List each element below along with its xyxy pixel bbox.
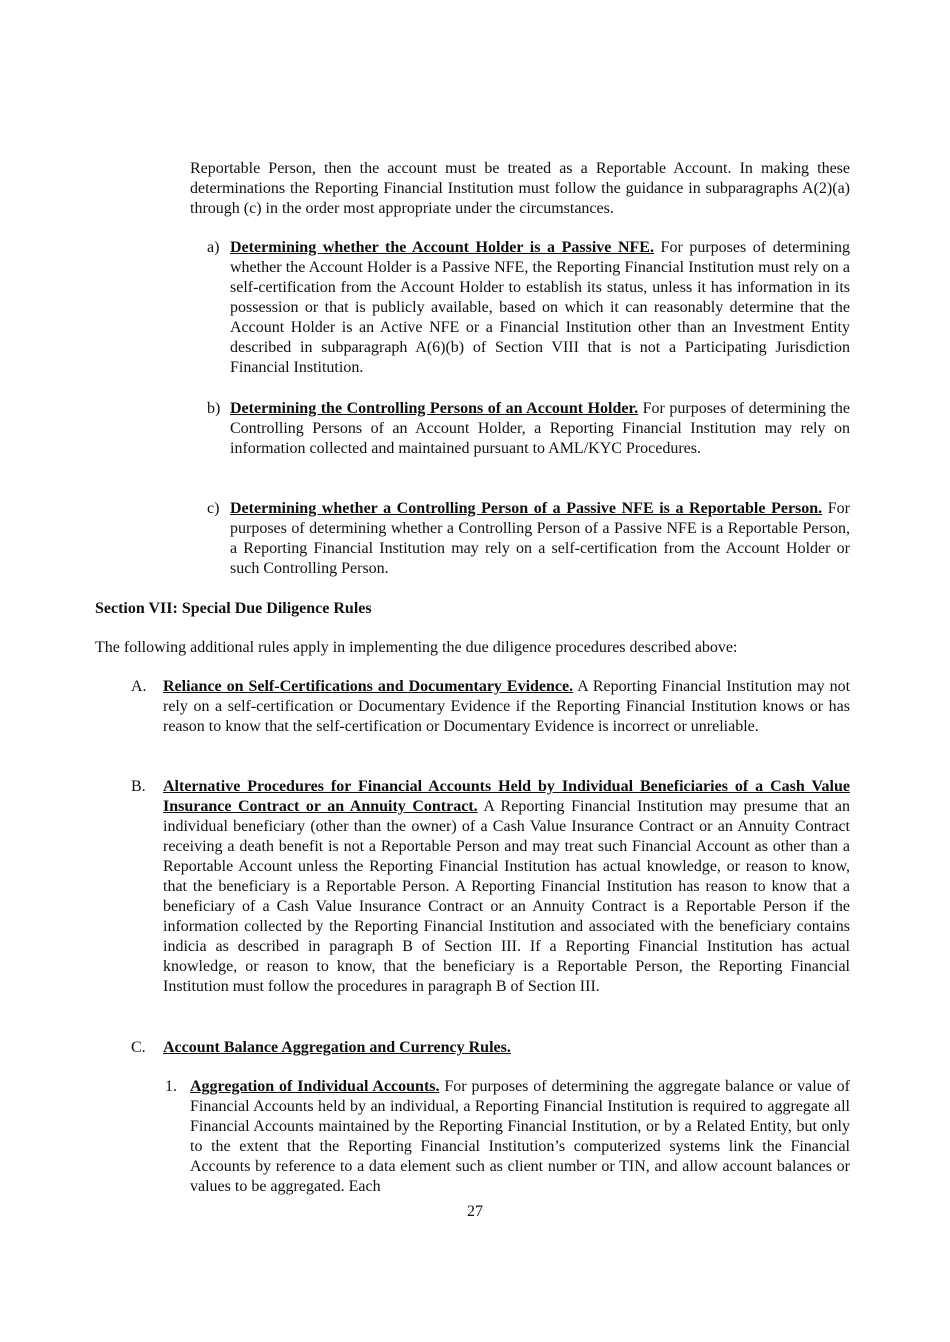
sub-item-marker: a) (207, 239, 220, 256)
numbered-item-body (190, 1077, 850, 1197)
section-title: Section VII: Special Due Diligence Rules (95, 600, 372, 617)
rule-marker: A. (131, 678, 147, 695)
rule-heading: Alternative Procedures for Financial Accounts Held by Individual Beneficiaries of a Cash Value Insurance Contract or an Annuity Contract. (163, 778, 850, 815)
sub-item-marker: b) (207, 400, 221, 417)
sub-item-marker: c) (207, 500, 220, 517)
rule-body (163, 677, 850, 737)
sub-item-a (207, 238, 850, 378)
numbered-item-text: For purposes of determining the aggregate balance or value of Financial Accounts held by an individual, a Reporting Financial Institution is required to aggregate all Financial Accounts maintained by the Reporting Financial Institution, or by a Related Entity, but only to the extent that the Reporting Financial Institution’s computerized systems link the Financial Accounts by reference to a data element such as client number or TIN, and allow account balances or values to be aggregated. Each (190, 1078, 850, 1195)
sub-item-c (207, 499, 850, 579)
sub-item-body (230, 399, 850, 459)
sub-item-heading: Determining the Controlling Persons of an Account Holder. (230, 400, 639, 417)
rule-marker: C. (131, 1039, 146, 1056)
rule-text: A Reporting Financial Institution may not rely on a self-certification or Documentary Evidence if the Reporting Financial Institution knows or has reason to know that the self-certification or Documentary Evidence is incorrect or unreliable. (163, 678, 851, 735)
numbered-item-1 (165, 1077, 850, 1197)
sub-item-text: For purposes of determining whether a Controlling Person of a Passive NFE is a Reportable Person, a Reporting Financial Institution may rely on a self-certification from the Account Holder or such Controlling Person. (230, 500, 850, 577)
rule-c (131, 1038, 850, 1058)
rule-heading: Account Balance Aggregation and Currency Rules. (163, 1039, 511, 1056)
sub-item-b (207, 399, 850, 459)
section-intro: The following additional rules apply in implementing the due diligence procedures described above: (95, 639, 738, 656)
rule-a (131, 677, 850, 737)
sub-item-heading: Determining whether a Controlling Person of a Passive NFE is a Reportable Person. (230, 500, 823, 517)
numbered-item-marker: 1. (165, 1078, 177, 1095)
sub-item-body (230, 238, 850, 378)
intro-paragraph: Reportable Person, then the account must be treated as a Reportable Account. In making these determinations the Reporting Financial Institution must follow the guidance in subparagraphs A(2)(a) through (c) in the order most appropriate under the circumstances. (190, 160, 850, 217)
sub-item-heading: Determining whether the Account Holder is a Passive NFE. (230, 239, 654, 256)
sub-item-body (230, 499, 850, 579)
rule-body (163, 777, 850, 997)
rule-marker: B. (131, 778, 146, 795)
page-number: 27 (467, 1203, 483, 1220)
sub-item-text: For purposes of determining whether the Account Holder is a Passive NFE, the Reporting Financial Institution must rely on a self-certification from the Account Holder to establish its status, unless it has information in its possession or that is publicly available, based on which it can reasonably determine that the Account Holder is an Active NFE or a Financial Institution other than an Investment Entity described in subparagraph A(6)(b) of Section VIII that is not a Participating Jurisdiction Financial Institution. (230, 239, 851, 376)
rule-b (131, 777, 850, 997)
rule-text: A Reporting Financial Institution may presume that an individual beneficiary (other than the owner) of a Cash Value Insurance Contract or an Annuity Contract receiving a death benefit is not a Reportable Person and may treat such Financial Account as other than a Reportable Account unless the Reporting Financial Institution has actual knowledge, or reason to know, that the beneficiary is a Reportable Person. A Reporting Financial Institution has reason to know that a beneficiary of a Cash Value Insurance Contract or an Annuity Contract is a Reportable Person if the information collected by the Reporting Financial Institution and associated with the beneficiary contains indicia as described in paragraph B of Section III. If a Reporting Financial Institution has actual knowledge, or reason to know, that the beneficiary is a Reportable Person, the Reporting Financial Institution must follow the procedures in paragraph B of Section III. (163, 798, 850, 995)
numbered-item-heading: Aggregation of Individual Accounts. (190, 1078, 440, 1095)
sub-item-text: For purposes of determining the Controlling Persons of an Account Holder, a Reporting Financial Institution may rely on information collected and maintained pursuant to AML/KYC Procedures. (230, 400, 851, 457)
rule-body (163, 1038, 850, 1058)
rule-heading: Reliance on Self-Certifications and Documentary Evidence. (163, 678, 574, 695)
